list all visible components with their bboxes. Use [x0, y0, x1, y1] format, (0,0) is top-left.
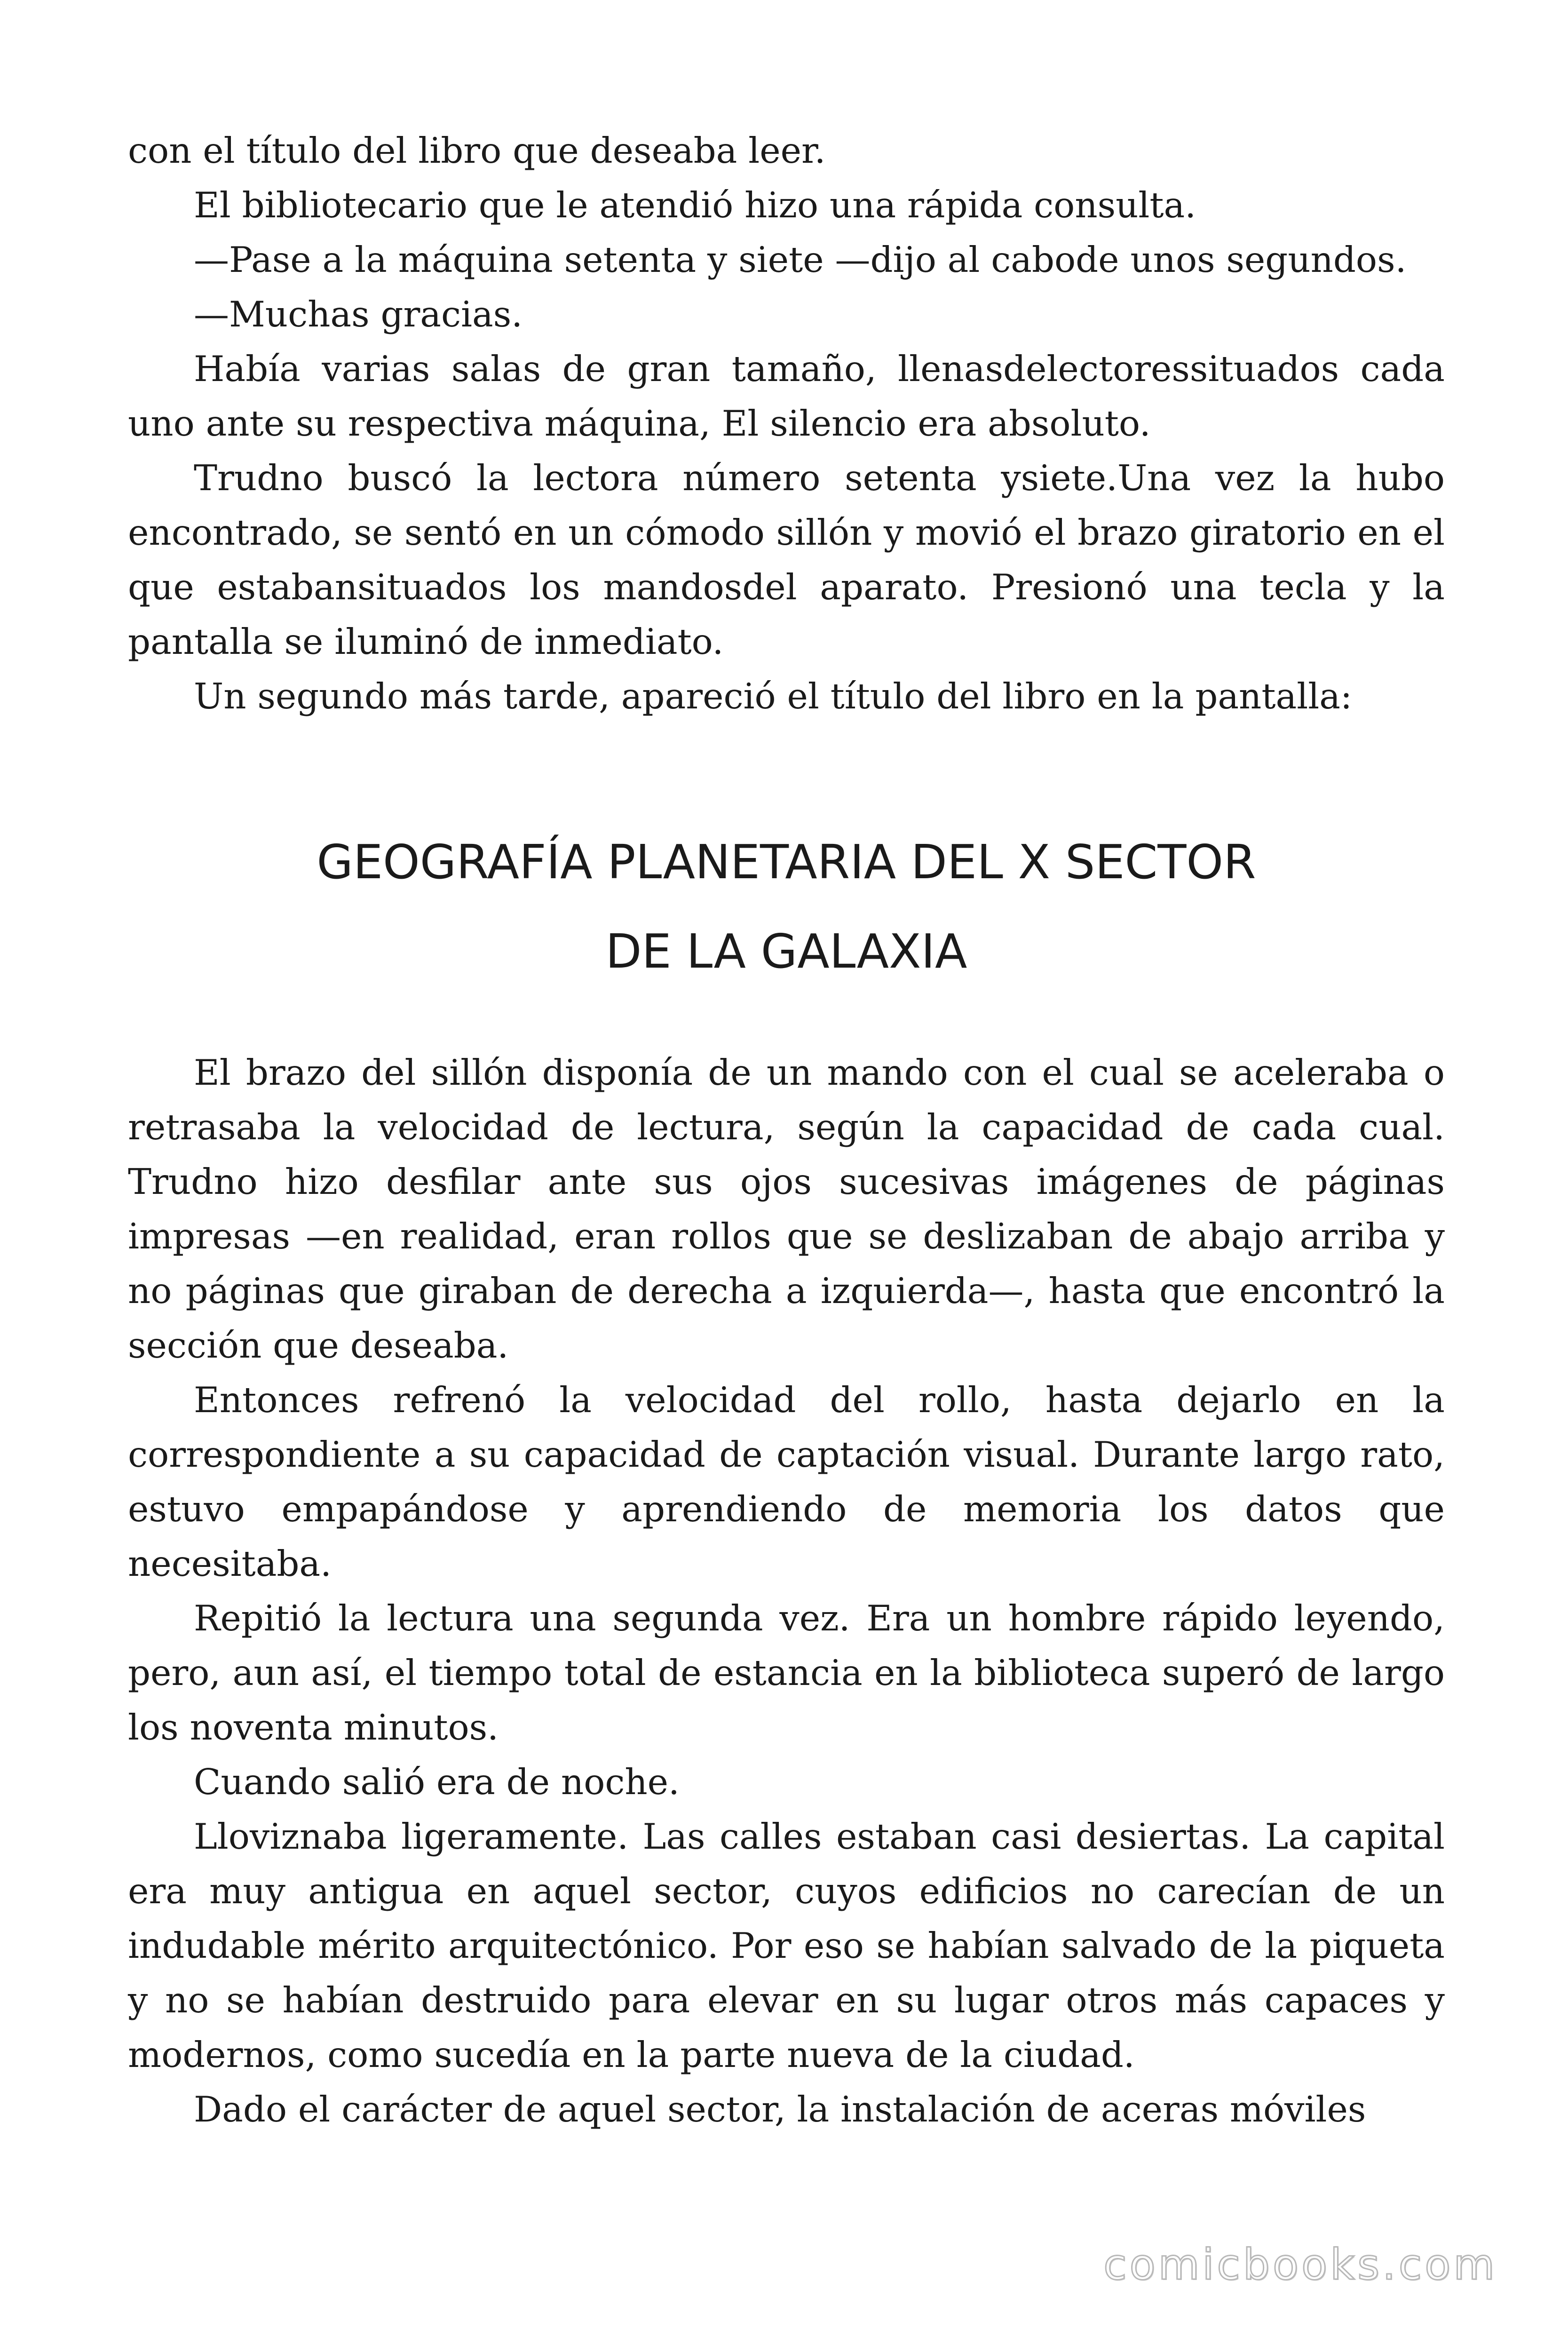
book-title-heading: [128, 818, 1445, 996]
text-block-bottom: [128, 1045, 1445, 2137]
paragraph: Trudno buscó la lectora número setenta ysiete.Una vez la hubo encontrado, se sentó en un cómodo sillón y movió el brazo giratorio en el que estabansituados los mandosdel aparato. Presionó una tecla y la pantalla se iluminó de inmediato.: [128, 457, 1445, 662]
paragraph: El brazo del sillón disponía de un mando con el cual se aceleraba o retrasaba la velocidad de lectura, según la capacidad de cada cual. Trudno hizo desfilar ante sus ojos sucesivas imágenes de páginas impresas —en realidad, eran rollos que se deslizaban de abajo arriba y no páginas que giraban de derecha a izquierda—, hasta que encontró la sección que deseaba.: [128, 1052, 1445, 1366]
paragraph: con el título del libro que deseaba leer.: [128, 130, 826, 171]
paragraph: —Pase a la máquina setenta y siete —dijo al cabode unos segundos.: [194, 239, 1407, 280]
paragraph: Entonces refrenó la velocidad del rollo, hasta dejarlo en la correspondiente a su capacidad de captación visual. Durante largo rato, estuvo empapándose y aprendiendo de memoria los datos que necesitaba.: [128, 1379, 1445, 1584]
paragraph: Lloviznaba ligeramente. Las calles estaban casi desiertas. La capital era muy antigua en aquel sector, cuyos edificios no carecían de un indudable mérito arquitectónico. Por eso se habían salvado de la piqueta y no se habían destruido para elevar en su lugar otros más capaces y modernos, como sucedía en la parte nueva de la ciudad.: [128, 1816, 1445, 2075]
paragraph: Cuando salió era de noche.: [194, 1761, 680, 1803]
paragraph: Repitió la lectura una segunda vez. Era un hombre rápido leyendo, pero, aun así, el tiempo total de estancia en la biblioteca superó de largo los noventa minutos.: [128, 1597, 1445, 1748]
paragraph: Dado el carácter de aquel sector, la instalación de aceras móviles: [194, 2089, 1366, 2130]
book-title-line-1: GEOGRAFÍA PLANETARIA DEL X SECTOR: [317, 834, 1256, 890]
paragraph: Un segundo más tarde, apareció el título del libro en la pantalla:: [194, 675, 1353, 717]
paragraph: —Muchas gracias.: [194, 294, 523, 335]
text-block-top: [128, 123, 1445, 723]
book-title-line-2: DE LA GALAXIA: [605, 924, 967, 979]
paragraph: Había varias salas de gran tamaño, llenasdelectoressituados cada uno ante su respectiva máquina, El silencio era absoluto.: [128, 348, 1445, 444]
watermark: comicbooks.com: [1103, 2240, 1497, 2289]
paragraph: El bibliotecario que le atendió hizo una rápida consulta.: [194, 184, 1196, 226]
